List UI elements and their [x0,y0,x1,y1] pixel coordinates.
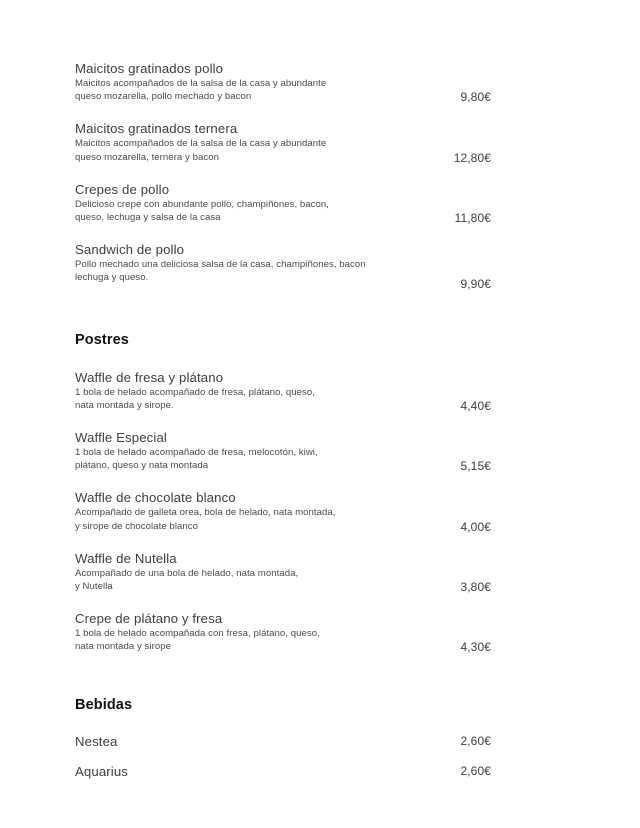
menu-item-name: Waffle Especial [75,430,167,446]
section-spacer [75,654,491,697]
menu-item-description-line: 1 bola de helado acompañada con fresa, plátano, queso, [75,628,320,640]
menu-item-price: 4,40€ [460,398,491,413]
menu-item-text [75,610,405,653]
menu-section-platos-principales [75,60,491,292]
menu-item [75,241,491,292]
menu-item-text [75,550,405,593]
menu-item-name: Waffle de fresa y plátano [75,369,224,385]
menu-item-description-line: 1 bola de helado acompañado de fresa, plátano, queso, [75,386,316,398]
menu-item-description-line: queso mozarella, ternera y bacon [75,151,219,163]
heading-spacer [75,713,491,734]
menu-item-text [75,181,405,224]
menu-item-description-line: Maicitos acompañados de la salsa de la casa y abundante [75,138,327,150]
menu-item [75,120,491,163]
section-spacer [75,285,491,332]
menu-item [75,734,491,764]
menu-item-description-line: 1 bola de helado acompañado de fresa, melocotón, kiwi, [75,447,318,459]
menu-item-description-line: Pollo mechado una deliciosa salsa de la casa, champiñones, bacon [75,259,366,271]
menu-item-description-line: Delicioso crepe con abundante pollo, champiñones, bacon, [75,198,330,210]
menu-item-description-line: y Nutella [75,581,113,593]
menu-item [75,60,491,103]
menu-item-description-line: nata montada y sirope. [75,399,174,411]
menu-item-text [75,120,405,163]
menu-body [75,60,491,794]
menu-item [75,369,491,412]
menu-item-name: Waffle de Nutella [75,550,177,566]
menu-item [75,429,491,472]
menu-item-price: 9,90€ [460,277,491,292]
menu-item-price: 4,30€ [460,640,491,655]
menu-section-postres [75,332,491,654]
menu-item-text [75,489,405,532]
menu-item-text [75,60,405,103]
menu-section-bebidas [75,697,491,794]
menu-item-description-line: Maicitos acompañados de la salsa de la casa y abundante [75,78,327,89]
menu-item-price: 5,15€ [460,459,491,474]
menu-item-name: Maicitos gratinados ternera [75,121,238,137]
menu-item [75,764,491,794]
menu-item-price: 3,80€ [460,580,491,595]
menu-item-description-line: Acompañado de galleta orea, bola de helado, nata montada, [75,507,336,519]
menu-item-price: 9,80€ [460,90,491,105]
heading-spacer [75,348,491,369]
menu-item-price: 11,80€ [454,211,491,226]
menu-item-price: 4,00€ [460,519,491,534]
section-heading-bebidas: Bebidas [75,696,133,713]
menu-item-text [75,429,405,472]
menu-item-description-line: queso, lechuga y salsa de la casa [75,212,221,224]
menu-item [75,550,491,593]
menu-item-price: 2,60€ [460,763,491,778]
menu-item-name: Aquarius [75,763,129,779]
menu-item-name: Sandwich de pollo [75,242,185,258]
menu-item-description-line: Acompañado de una bola de helado, nata montada, [75,567,299,579]
menu-item-name: Nestea [75,733,118,749]
menu-item [75,489,491,532]
menu-item-name: Waffle de chocolate blanco [75,490,236,506]
menu-item-description-line: lechuga y queso. [75,272,149,284]
menu-item [75,610,491,653]
menu-item-description-line: queso mozarella, pollo mechado y bacon [75,91,252,103]
menu-item-name: Maicitos gratinados pollo [75,61,224,76]
menu-item-text [75,369,405,412]
menu-item-name: Crepe de plátano y fresa [75,611,223,627]
menu-item-description-line: plátano, queso y nata montada [75,460,209,472]
section-heading-postres: Postres [75,331,129,348]
menu-item-description-line: y sirope de chocolate blanco [75,520,198,532]
menu-item-text [75,241,405,284]
menu-item-description-line: nata montada y sirope [75,641,171,653]
menu-item-name: Crepes de pollo [75,181,170,197]
menu-item-price: 2,60€ [460,733,491,748]
menu-item-price: 12,80€ [453,150,491,165]
menu-item [75,181,491,224]
